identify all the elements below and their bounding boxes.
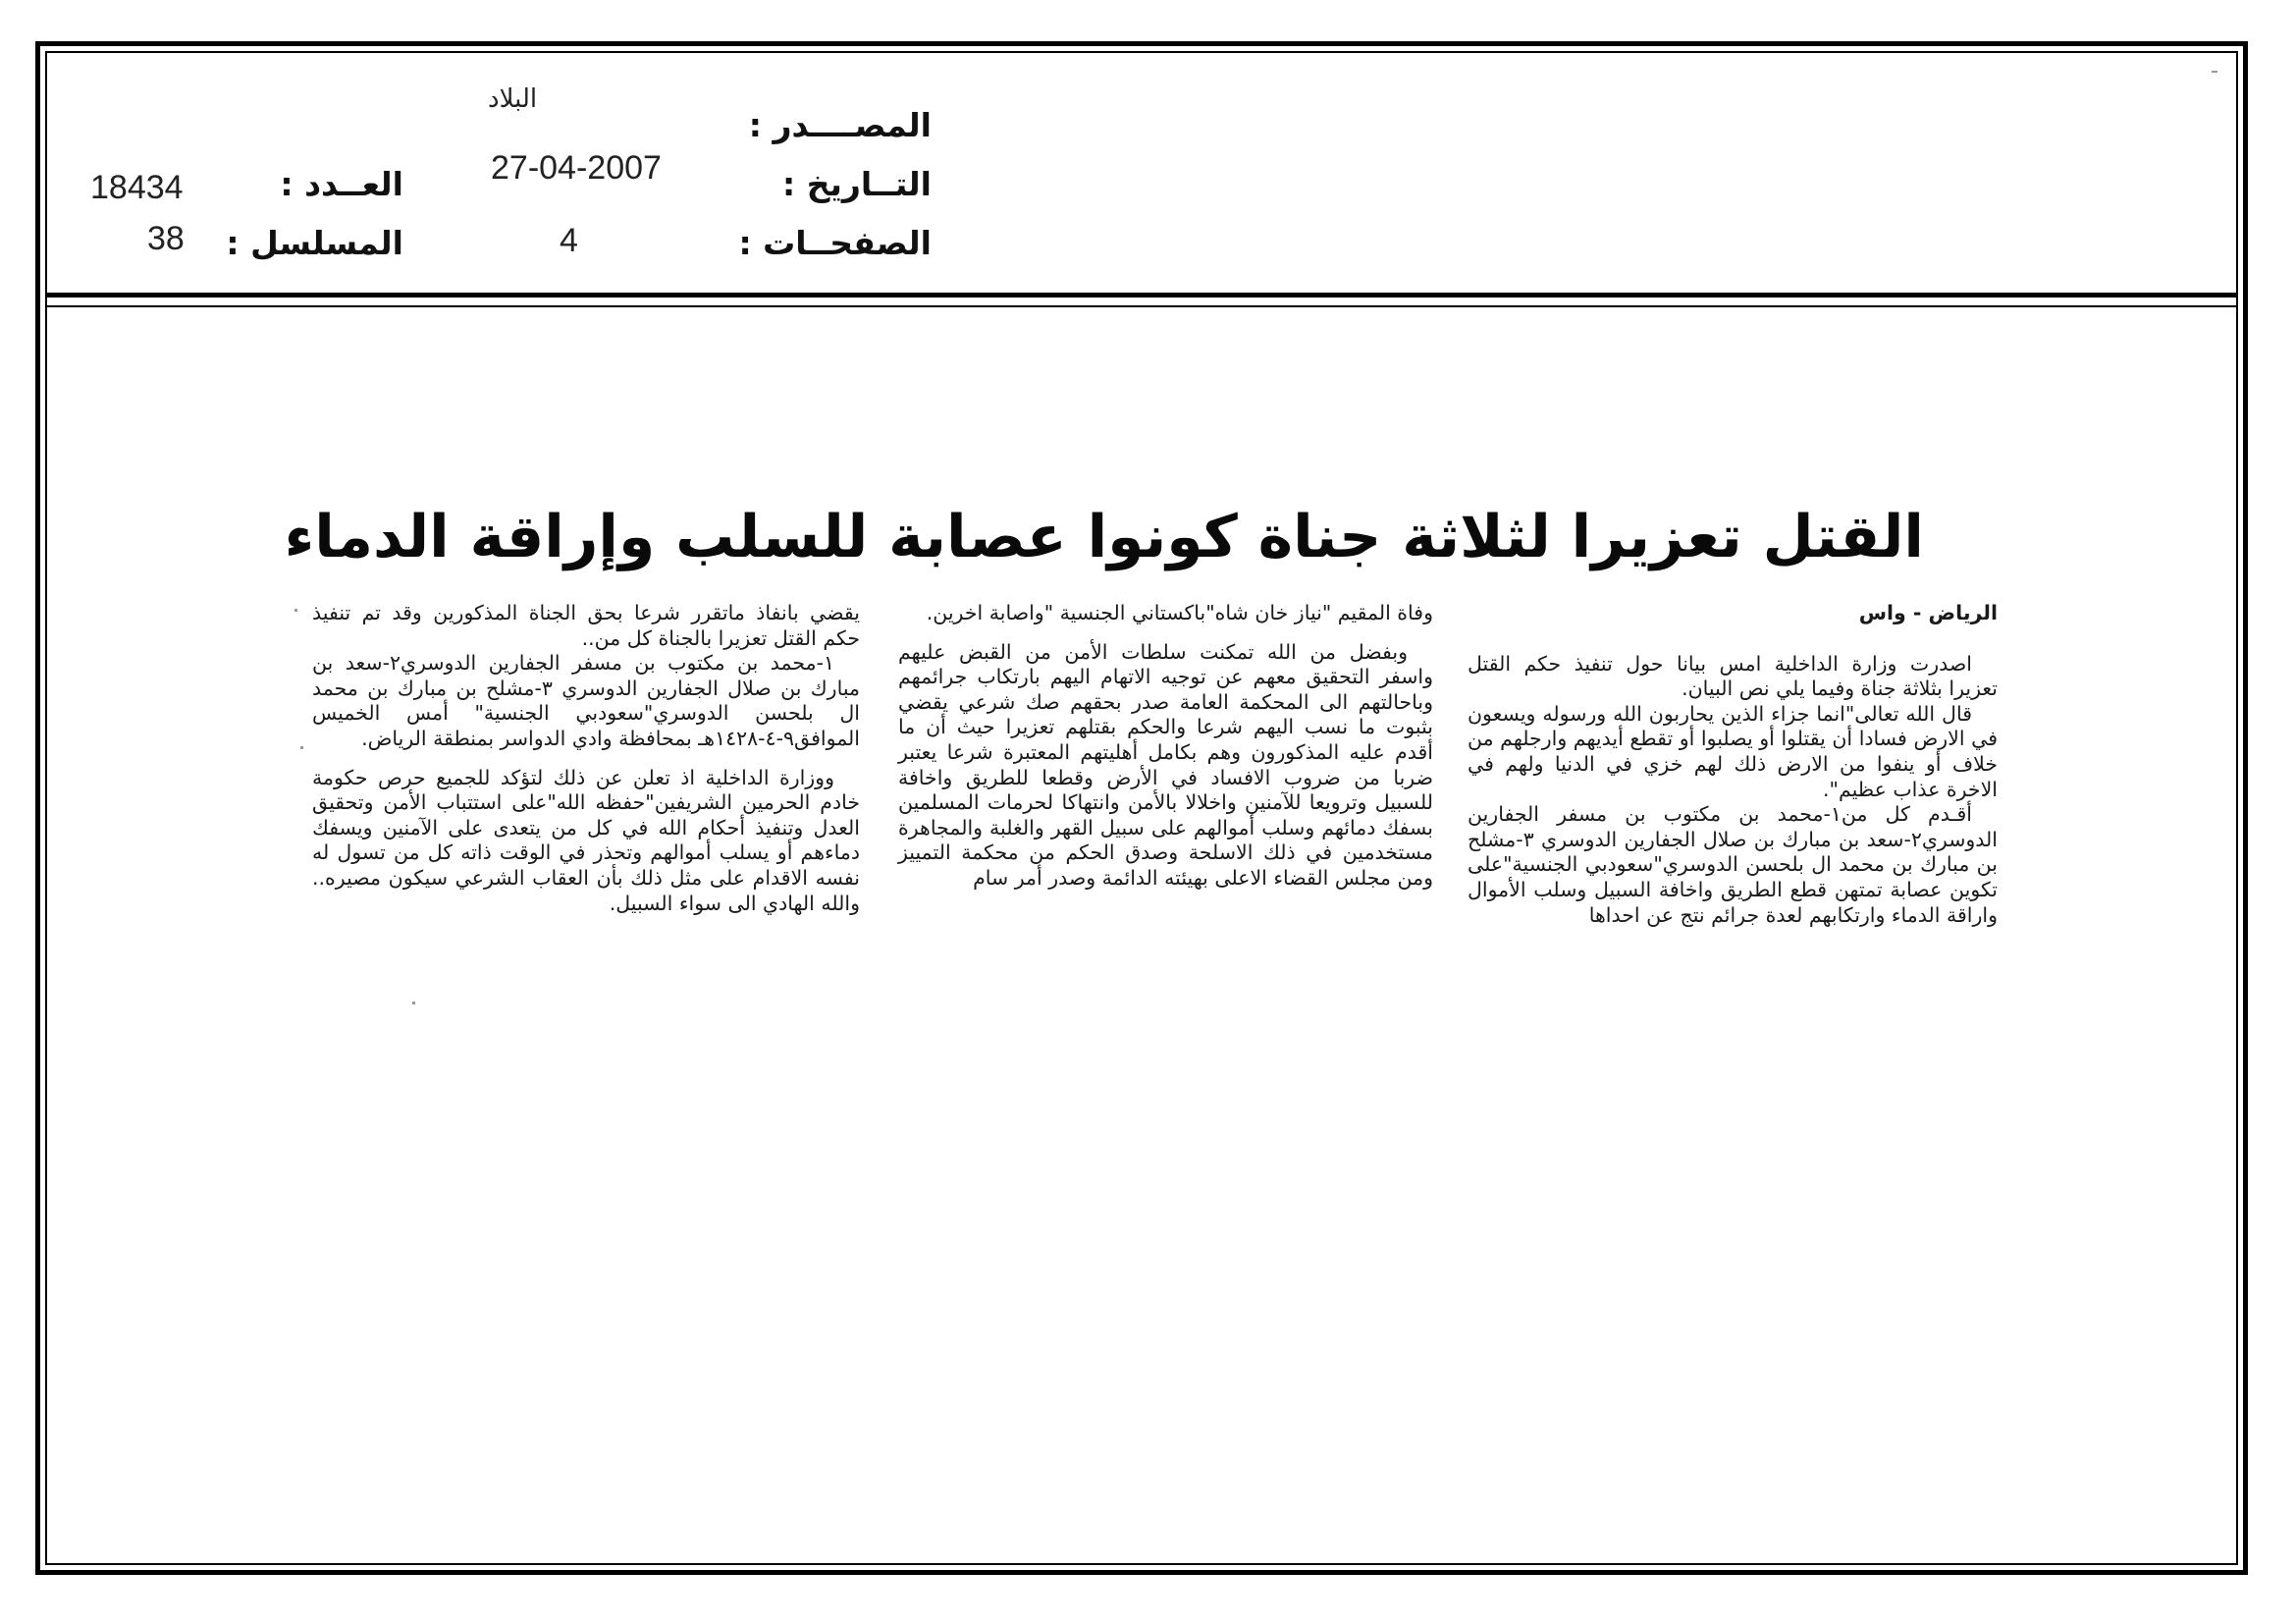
paragraph: ١-محمد بن مكتوب بن مسفر الجفارين الدوسري٢-سعد بن مبارك بن صلال الجفارين الدوسري ٣-مشلح بن مبارك بن محمد ال بلحسن الدوسري"سعودبي الجنسية" أمس الخميس الموافق٩-٤-١٤٢٨هـ بمحافظة وادي الدواسر بمنطقة الرياض.	[312, 651, 860, 750]
date-value: 27-04-2007	[491, 149, 662, 187]
paragraph: وفاة المقيم "نياز خان شاه"باكستاني الجنسية "واصابة اخرين.	[926, 601, 1433, 624]
dateline: الرياض - واس	[1858, 601, 1998, 624]
headline: القتل تعزيرا لثلاثة جناة كونوا عصابة للسلب وإراقة الدماء	[284, 503, 1924, 571]
pages-label: الصفحــات :	[738, 224, 932, 262]
article-column-1	[1468, 601, 1998, 928]
scan-speck	[412, 1001, 415, 1004]
date-label: التــاريخ :	[782, 165, 932, 203]
pages-value: 4	[560, 222, 578, 259]
paragraph: اصدرت وزارة الداخلية امس بيانا حول تنفيذ حكم القتل تعزيرا بثلاثة جناة وفيما يلي نص البيان.	[1468, 651, 1998, 701]
source-value: البلاد	[488, 84, 538, 114]
issue-value: 18434	[90, 169, 184, 206]
paragraph: قال الله تعالى"انما جزاء الذين يحاربون الله ورسوله ويسعون في الارض فسادا أن يقتلوا أو يصلبوا أو تقطع أيديهم وارجلهم من خلاف أو ينفوا من الارض ذلك لهم خزي في الدنيا ولهم في الاخرة عذاب عظيم".	[1468, 701, 1998, 801]
issue-label: العــدد :	[280, 165, 403, 203]
serial-label: المسلسل :	[226, 224, 403, 262]
paragraph: ووزارة الداخلية اذ تعلن عن ذلك لتؤكد للجميع حرص حكومة خادم الحرمين الشريفين"حفظه الله"على استتباب الأمن وتحقيق العدل وتنفيذ أحكام الله في كل من يتعدى على الآمنين ويسفك دماءهم أو يسلب أموالهم وتحذر في الوقت ذاته كل من تسول له نفسه الاقدام على مثل ذلك بأن العقاب الشرعي سيكون مصيره.. والله الهادي الى سواء السبيل.	[312, 765, 860, 915]
scan-speck	[294, 609, 297, 612]
article-column-2	[898, 601, 1433, 892]
serial-value: 38	[147, 220, 185, 257]
header-divider-thin	[45, 305, 2238, 307]
scan-speck	[2212, 71, 2217, 73]
paragraph: يقضي بانفاذ ماتقرر شرعا بحق الجناة المذكورين وقد تم تنفيذ حكم القتل تعزيرا بالجناة كل من..	[312, 601, 860, 650]
scan-speck	[300, 746, 303, 749]
header-divider	[45, 293, 2238, 298]
article-column-3	[312, 601, 860, 916]
paragraph: وبفضل من الله تمكنت سلطات الأمن من القبض عليهم واسفر التحقيق معهم عن توجيه الاتهام اليهم بارتكاب جرائمهم وباحالتهم الى المحكمة العامة صدر بحقهم صك شرعي يقضي بثبوت ما نسب اليهم شرعا والحكم بقتلهم تعزيرا حيث أن ما أقدم عليه المذكورون وهم بكامل أهليتهم المعتبرة شرعا يعتبر ضربا من ضروب الافساد في الأرض وقطعا للطريق واخافة للسبيل وترويعا للآمنين واخلالا بالأمن وانتهاكا لحرمات المسلمين بسفك دمائهم وسلب أموالهم على سبيل القهر والغلبة والمجاهرة مستخدمين في ذلك الاسلحة وصدق الحكم من محكمة التمييز ومن مجلس القضاء الاعلى بهيئته الدائمة وصدر أمر سام	[898, 639, 1433, 890]
paragraph: أقـدم كل من١-محمد بن مكتوب بن مسفر الجفارين الدوسري٢-سعد بن مبارك بن صلال الجفارين الدوسري ٣-مشلح بن مبارك بن محمد ال بلحسن الدوسري"سعودبي الجنسية"على تكوين عصابة تمتهن قطع الطريق واخافة السبيل وسلب الأموال واراقة الدماء وارتكابهم لعدة جرائم نتج عن احداها	[1468, 802, 1998, 927]
source-label: المصــــدر :	[748, 106, 932, 144]
